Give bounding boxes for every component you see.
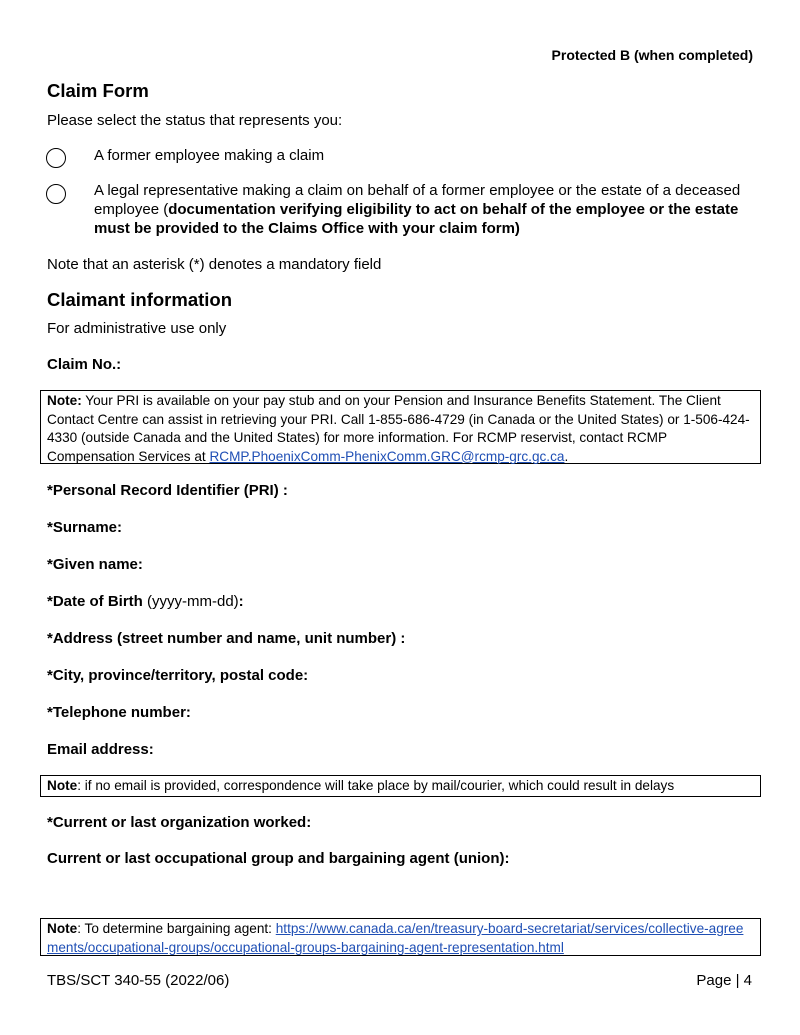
- admin-use-label: For administrative use only: [47, 320, 227, 337]
- pri-note-box: [40, 390, 761, 464]
- claimant-info-title: Claimant information: [47, 289, 233, 310]
- rcmp-email-link[interactable]: RCMP.PhoenixComm-PhenixComm.GRC@rcmp-grc.gc.ca: [209, 448, 565, 464]
- page-number: Page | 4: [696, 972, 752, 989]
- given-name-label: *Given name:: [47, 556, 143, 573]
- status-prompt: Please select the status that represents you:: [47, 112, 343, 129]
- dob-colon: :: [238, 593, 244, 610]
- email-note-box: [40, 775, 761, 797]
- email-note-text: : if no email is provided, correspondence will take place by mail/courier, which could result in delays: [77, 778, 675, 793]
- address-label: *Address (street number and name, unit number) :: [47, 630, 406, 647]
- protected-marking: Protected B (when completed): [551, 47, 753, 63]
- organization-label: *Current or last organization worked:: [47, 814, 312, 831]
- telephone-label: *Telephone number:: [47, 704, 191, 721]
- dob-format: (yyyy-mm-dd): [142, 593, 239, 610]
- dob-label: [47, 593, 244, 610]
- occupational-group-label: Current or last occupational group and bargaining agent (union):: [47, 850, 510, 867]
- bargaining-note-text: : To determine bargaining agent:: [77, 921, 276, 936]
- pri-note-text: Your PRI is available on your pay stub and on your Pension and Insurance Benefits Statement. The Client Contact Centre can assist in retrieving your PRI. Call 1-855-686-4729 (in Canada or the United States) or 1-506-424-4330 (outside Canada and the United States) for more information. For RCMP reservist, contact RCMP Compensation Services at: [47, 393, 750, 464]
- dob-label-bold: *Date of Birth: [47, 593, 143, 610]
- radio-legal-representative[interactable]: [46, 184, 66, 204]
- bargaining-agent-link[interactable]: https://www.canada.ca/en/treasury-board-secretariat/services/collective-agreements/occupational-groups/occupational-groups-bargaining-agent-representation.html: [47, 921, 744, 955]
- pri-note-end: .: [564, 448, 569, 464]
- email-label: Email address:: [47, 741, 154, 758]
- surname-label: *Surname:: [47, 519, 123, 536]
- option-legal-representative-label: [94, 181, 754, 238]
- city-label: *City, province/territory, postal code:: [47, 667, 309, 684]
- bargaining-note-label: Note: [47, 921, 78, 936]
- radio-former-employee[interactable]: [46, 148, 66, 168]
- claim-form-title: Claim Form: [47, 80, 149, 101]
- email-note-label: Note: [47, 778, 78, 793]
- pri-note-label: Note:: [47, 393, 82, 408]
- claim-no-label: Claim No.:: [47, 356, 122, 373]
- bargaining-note-box: [40, 918, 761, 956]
- option-former-employee-label: A former employee making a claim: [94, 147, 325, 164]
- form-id: TBS/SCT 340-55 (2022/06): [47, 972, 230, 989]
- option2-bold-text: documentation verifying eligibility to act on behalf of the employee or the estate must be provided to the Claims Office with your claim form): [94, 201, 739, 237]
- option2-text: A legal representative making a claim on behalf of a former employee or the estate of a deceased employee (: [94, 182, 741, 218]
- pri-label: *Personal Record Identifier (PRI) :: [47, 482, 288, 499]
- asterisk-note: Note that an asterisk (*) denotes a mandatory field: [47, 256, 382, 273]
